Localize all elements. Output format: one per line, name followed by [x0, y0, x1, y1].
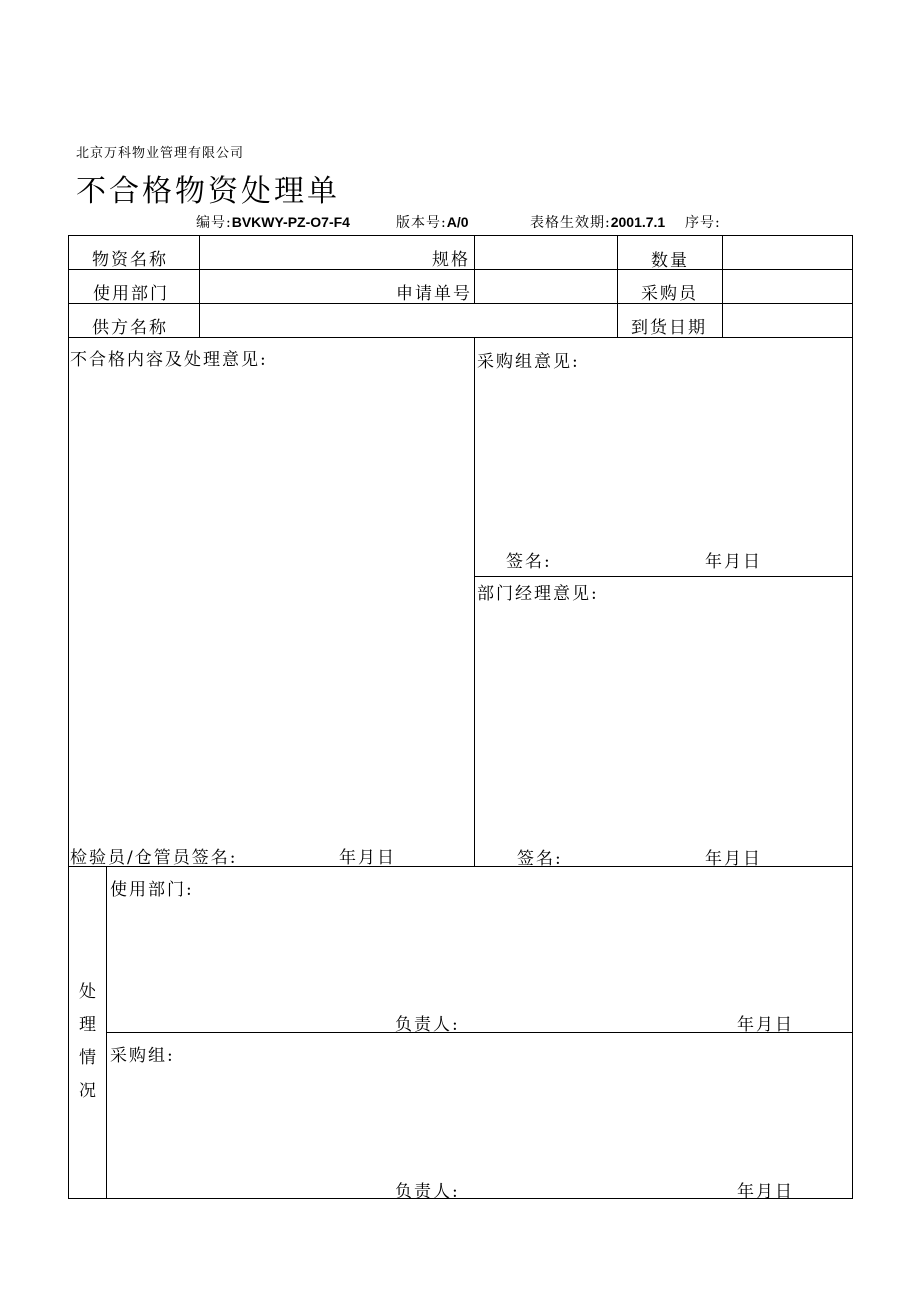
material-name-label: 物资名称 [92, 250, 168, 270]
form-effective-label: 表格生效期: [530, 215, 611, 231]
request-no-label: 申请单号 [396, 284, 472, 304]
purchase-opinion-title: 采购组意见: [477, 352, 580, 372]
company-name: 北京万科物业管理有限公司 [76, 146, 245, 161]
handling-dept-responsible: 负责人: [395, 1015, 460, 1035]
form-effective-date [530, 212, 665, 232]
arrival-date-label: 到货日期 [631, 318, 707, 338]
supplier-label: 供方名称 [92, 318, 168, 338]
manager-opinion-title: 部门经理意见: [477, 584, 599, 604]
form-version-label: 版本号: [396, 215, 447, 231]
form-title: 不合格物资处理单 [76, 174, 340, 209]
manager-sign-label: 签名: [517, 849, 563, 869]
form-code-label: 编号: [196, 215, 232, 231]
spec-label: 规格 [432, 250, 470, 270]
buyer-label: 采购员 [641, 284, 698, 304]
form-version-value: A/0 [446, 214, 469, 230]
inspector-date-label: 年月日 [339, 848, 396, 868]
form-effective-value: 2001.7.1 [610, 214, 666, 230]
handling-label-char-4: 况 [79, 1081, 96, 1101]
form-code [196, 212, 350, 232]
handling-dept-date: 年月日 [737, 1015, 794, 1035]
manager-date-label: 年月日 [705, 849, 762, 869]
quantity-label: 数量 [651, 251, 689, 271]
nonconformity-opinion-title: 不合格内容及处理意见: [70, 350, 268, 370]
handling-label-char-1: 处 [79, 982, 96, 1002]
handling-purchase-responsible: 负责人: [395, 1182, 460, 1202]
handling-label-char-3: 情 [79, 1048, 96, 1068]
form-code-value: BVKWY-PZ-O7-F4 [231, 214, 350, 230]
handling-purchase-date: 年月日 [737, 1182, 794, 1202]
handling-label-char-2: 理 [79, 1015, 96, 1035]
form-version [396, 212, 469, 232]
form-serial-label: 序号: [685, 215, 721, 231]
handling-purchase-title: 采购组: [110, 1046, 175, 1066]
purchase-date-label: 年月日 [705, 552, 762, 572]
inspector-sign-label: 检验员/仓管员签名: [70, 848, 238, 868]
handling-dept-title: 使用部门: [110, 880, 194, 900]
purchase-sign-label: 签名: [506, 552, 552, 572]
department-label: 使用部门 [93, 284, 169, 304]
